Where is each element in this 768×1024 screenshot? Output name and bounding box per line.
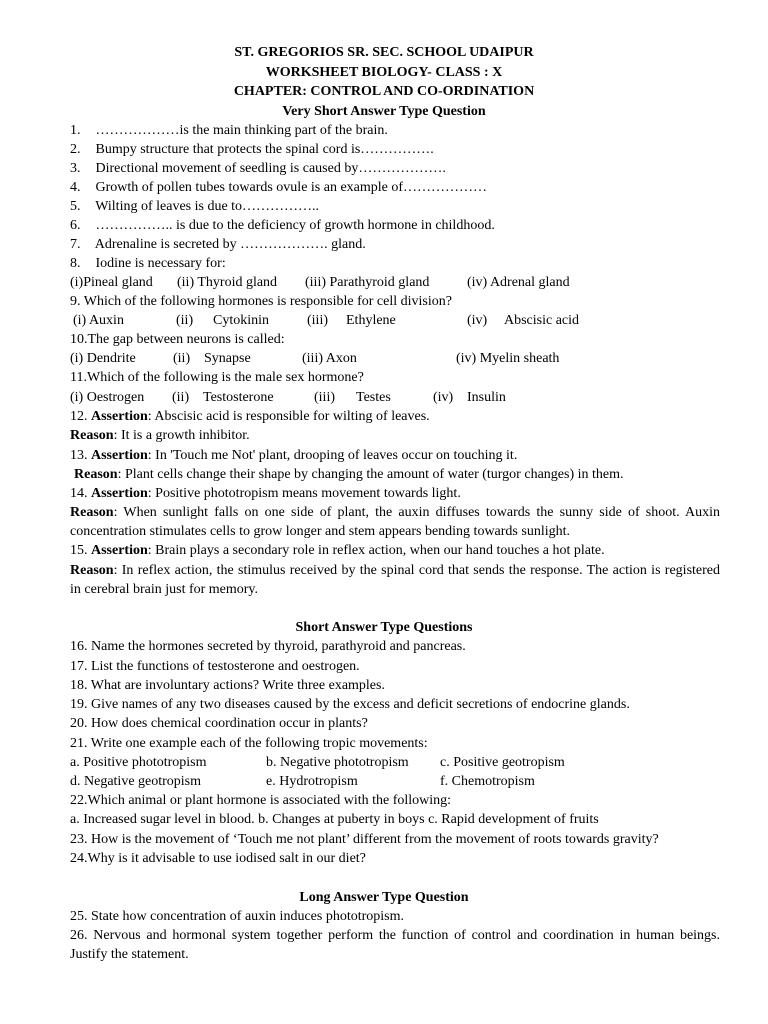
question-number: 1. <box>70 123 81 138</box>
question-number: 12. <box>70 409 91 424</box>
assertion-13 <box>70 446 517 465</box>
question-10: 10.The gap between neurons is called: <box>70 332 285 347</box>
option: Synapse <box>204 351 251 366</box>
question-4 <box>70 178 487 197</box>
section-heading-long: Long Answer Type Question <box>299 890 469 905</box>
option: (iv) Adrenal gland <box>467 275 570 290</box>
question-text: Iodine is necessary for: <box>95 256 226 271</box>
option-number: (iii) <box>307 313 328 328</box>
question-text: Wilting of leaves is due to…………….. <box>95 199 320 214</box>
option: (i) Oestrogen <box>70 390 145 405</box>
question-number: 5. <box>70 199 81 214</box>
option-number: (ii) <box>173 351 191 366</box>
assertion-text: : Positive phototropism means movement towards light. <box>147 486 461 501</box>
option: Cytokinin <box>213 313 270 328</box>
option-number: (ii) <box>172 390 190 405</box>
question-9: 9. Which of the following hormones is responsible for cell division? <box>70 294 452 309</box>
section-heading-short: Short Answer Type Questions <box>295 620 473 635</box>
option: b. Negative phototropism <box>266 755 409 770</box>
question-22: 22.Which animal or plant hormone is associated with the following: <box>70 793 452 808</box>
question-number: 6. <box>70 218 81 233</box>
option: d. Negative geotropism <box>70 774 202 789</box>
question-17: 17. List the functions of testosterone and oestrogen. <box>70 659 360 674</box>
assertion-text: : In 'Touch me Not' plant, drooping of leaves occur on touching it. <box>147 448 518 463</box>
option: (i) Dendrite <box>70 351 136 366</box>
option: e. Hydrotropism <box>266 774 358 789</box>
question-19: 19. Give names of any two diseases caused by the excess and deficit secretions of endocrine glands. <box>70 697 630 712</box>
question-26: 26. Nervous and hormonal system together perform the function of control and coordination in human beings. Justify the statement. <box>70 928 720 962</box>
option-number: (iv) <box>467 313 488 328</box>
reason-text: : It is a growth inhibitor. <box>113 428 250 443</box>
option-number: (ii) <box>176 313 194 328</box>
reason-12 <box>70 426 250 445</box>
option: f. Chemotropism <box>440 774 535 789</box>
question-16: 16. Name the hormones secreted by thyroid, parathyroid and pancreas. <box>70 639 466 654</box>
question-number: 4. <box>70 180 81 195</box>
option: a. Positive phototropism <box>70 755 207 770</box>
question-text: Adrenaline is secreted by ………………. gland. <box>94 237 366 252</box>
assertion-12 <box>70 407 430 426</box>
reason-15 <box>70 561 720 599</box>
option: (i)Pineal gland <box>70 275 153 290</box>
question-5 <box>70 197 319 216</box>
reason-14 <box>70 503 720 541</box>
reason-label: Reason <box>74 467 118 482</box>
assertion-text: : Abscisic acid is responsible for wilting of leaves. <box>147 409 430 424</box>
option: c. Positive geotropism <box>440 755 565 770</box>
question-text: Directional movement of seedling is caused by………………. <box>95 161 446 176</box>
question-number: 8. <box>70 256 81 271</box>
question-25: 25. State how concentration of auxin induces phototropism. <box>70 909 404 924</box>
question-number: 15. <box>70 543 91 558</box>
question-7 <box>70 235 366 254</box>
reason-text: : When sunlight falls on one side of plant, the auxin diffuses towards the sunny side of shoot. Auxin concentration stimulates cells to grow longer and stem appears bending towards sunlight. <box>70 505 720 539</box>
question-21: 21. Write one example each of the following tropic movements: <box>70 736 428 751</box>
question-24: 24.Why is it advisable to use iodised salt in our diet? <box>70 851 366 866</box>
question-number: 14. <box>70 486 91 501</box>
worksheet-title: WORKSHEET BIOLOGY- CLASS : X <box>265 65 503 80</box>
option: (iii) Parathyroid gland <box>305 275 430 290</box>
question-6 <box>70 216 495 235</box>
section-heading-very-short: Very Short Answer Type Question <box>282 104 486 119</box>
option: Testes <box>356 390 391 405</box>
question-text: Growth of pollen tubes towards ovule is an example of……………… <box>95 180 488 195</box>
question-20: 20. How does chemical coordination occur in plants? <box>70 716 368 731</box>
question-11: 11.Which of the following is the male sex hormone? <box>70 370 364 385</box>
question-22-options: a. Increased sugar level in blood. b. Changes at puberty in boys c. Rapid development of fruits <box>70 812 599 827</box>
question-text: ………………is the main thinking part of the brain. <box>95 123 388 138</box>
assertion-text: : Brain plays a secondary role in reflex action, when our hand touches a hot plate. <box>147 543 605 558</box>
assertion-label: Assertion <box>91 486 148 501</box>
option: Abscisic acid <box>504 313 580 328</box>
option: Insulin <box>467 390 506 405</box>
question-number: 2. <box>70 142 81 157</box>
option-number: (iv) <box>433 390 454 405</box>
question-2 <box>70 140 434 159</box>
assertion-14 <box>70 484 461 503</box>
reason-label: Reason <box>70 505 114 520</box>
reason-label: Reason <box>70 563 114 578</box>
question-8 <box>70 254 226 273</box>
chapter-title: CHAPTER: CONTROL AND CO-ORDINATION <box>233 84 535 99</box>
question-18: 18. What are involuntary actions? Write three examples. <box>70 678 385 693</box>
reason-label: Reason <box>70 428 114 443</box>
question-3 <box>70 159 446 178</box>
question-text: Bumpy structure that protects the spinal cord is……………. <box>95 142 434 157</box>
assertion-label: Assertion <box>91 543 148 558</box>
school-name: ST. GREGORIOS SR. SEC. SCHOOL UDAIPUR <box>234 45 534 60</box>
reason-text: : Plant cells change their shape by changing the amount of water (turgor changes) in them. <box>117 467 624 482</box>
option: Testosterone <box>203 390 274 405</box>
question-23: 23. How is the movement of ‘Touch me not plant’ different from the movement of roots towards gravity? <box>70 832 659 847</box>
question-1 <box>70 121 388 140</box>
assertion-15 <box>70 541 605 560</box>
question-number: 3. <box>70 161 81 176</box>
question-number: 13. <box>70 448 91 463</box>
option: (iv) Myelin sheath <box>456 351 560 366</box>
reason-13 <box>74 465 623 484</box>
assertion-label: Assertion <box>91 409 148 424</box>
option: (ii) Thyroid gland <box>177 275 278 290</box>
option: Ethylene <box>346 313 396 328</box>
question-number: 7. <box>70 237 81 252</box>
option: (i) Auxin <box>73 313 124 328</box>
question-text: …………….. is due to the deficiency of growth hormone in childhood. <box>95 218 495 233</box>
option-number: (iii) <box>314 390 335 405</box>
reason-text: : In reflex action, the stimulus received by the spinal cord that sends the response. The action is registered in cerebral brain just for memory. <box>70 563 720 597</box>
option: (iii) Axon <box>302 351 357 366</box>
assertion-label: Assertion <box>91 448 148 463</box>
